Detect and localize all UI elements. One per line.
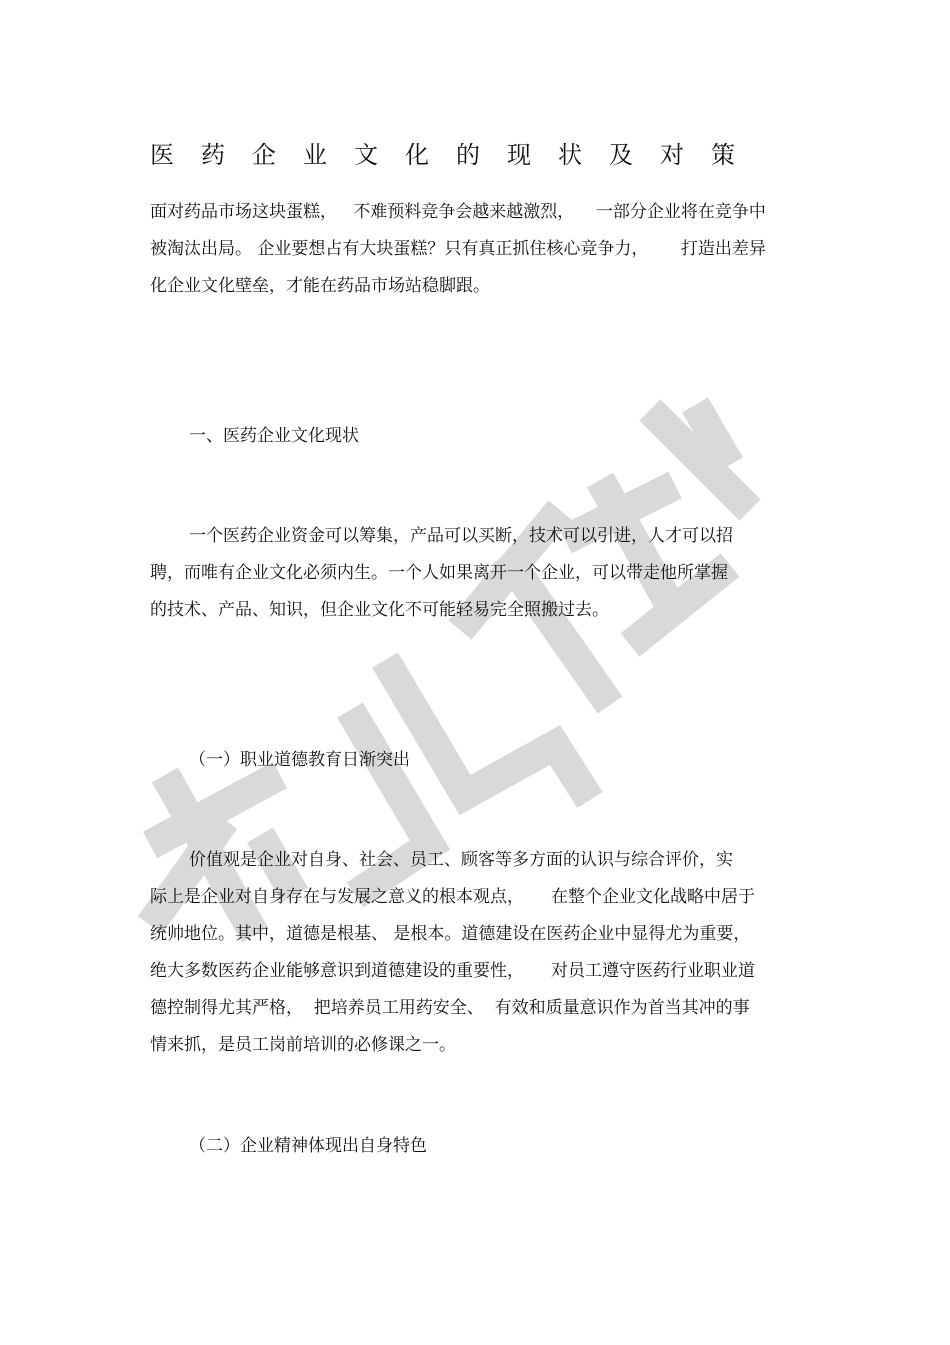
paragraph-line: 一个医药企业资金可以筹集，产品可以买断，技术可以引进，人才可以招 <box>189 526 733 546</box>
paragraph-line: 绝大多数医药企业能够意识到道德建设的重要性， 对员工遵守医药行业职业道 <box>150 961 756 981</box>
paragraph-line: 的技术、产品、知识，但企业文化不可能轻易完全照搬过去。 <box>150 600 609 620</box>
intro-line: 面对药品市场这块蛋糕， 不难预料竞争会越来越激烈， 一部分企业将在竞争中 <box>150 202 766 222</box>
section-heading: 一、医药企业文化现状 <box>189 426 359 446</box>
paragraph-line: 德控制得尤其严格， 把培养员工用药安全、 有效和质量意识作为首当其冲的事 <box>150 998 750 1018</box>
intro-line: 被淘汰出局。 企业要想占有大块蛋糕？只有真正抓住核心竞争力， 打造出差异 <box>150 239 766 259</box>
subsection-heading: （二）企业精神体现出自身特色 <box>189 1136 427 1156</box>
subsection-heading: （一）职业道德教育日渐突出 <box>189 750 410 770</box>
paragraph-line: 聘，而唯有企业文化必须内生。一个人如果离开一个企业，可以带走他所掌握 <box>150 563 728 583</box>
paragraph-line: 价值观是企业对自身、社会、员工、顾客等多方面的认识与综合评价，实 <box>189 850 733 870</box>
paragraph-line: 际上是企业对自身存在与发展之意义的根本观点， 在整个企业文化战略中居于 <box>150 887 756 907</box>
intro-line: 化企业文化壁垒，才能在药品市场站稳脚跟。 <box>150 276 490 296</box>
paragraph-line: 统帅地位。其中，道德是根基、 是根本。道德建设在医药企业中显得尤为重要， <box>150 924 751 944</box>
document-title: 医药企业文化的现状及对策 <box>150 141 762 169</box>
paragraph-line: 情来抓，是员工岗前培训的必修课之一。 <box>150 1035 456 1055</box>
